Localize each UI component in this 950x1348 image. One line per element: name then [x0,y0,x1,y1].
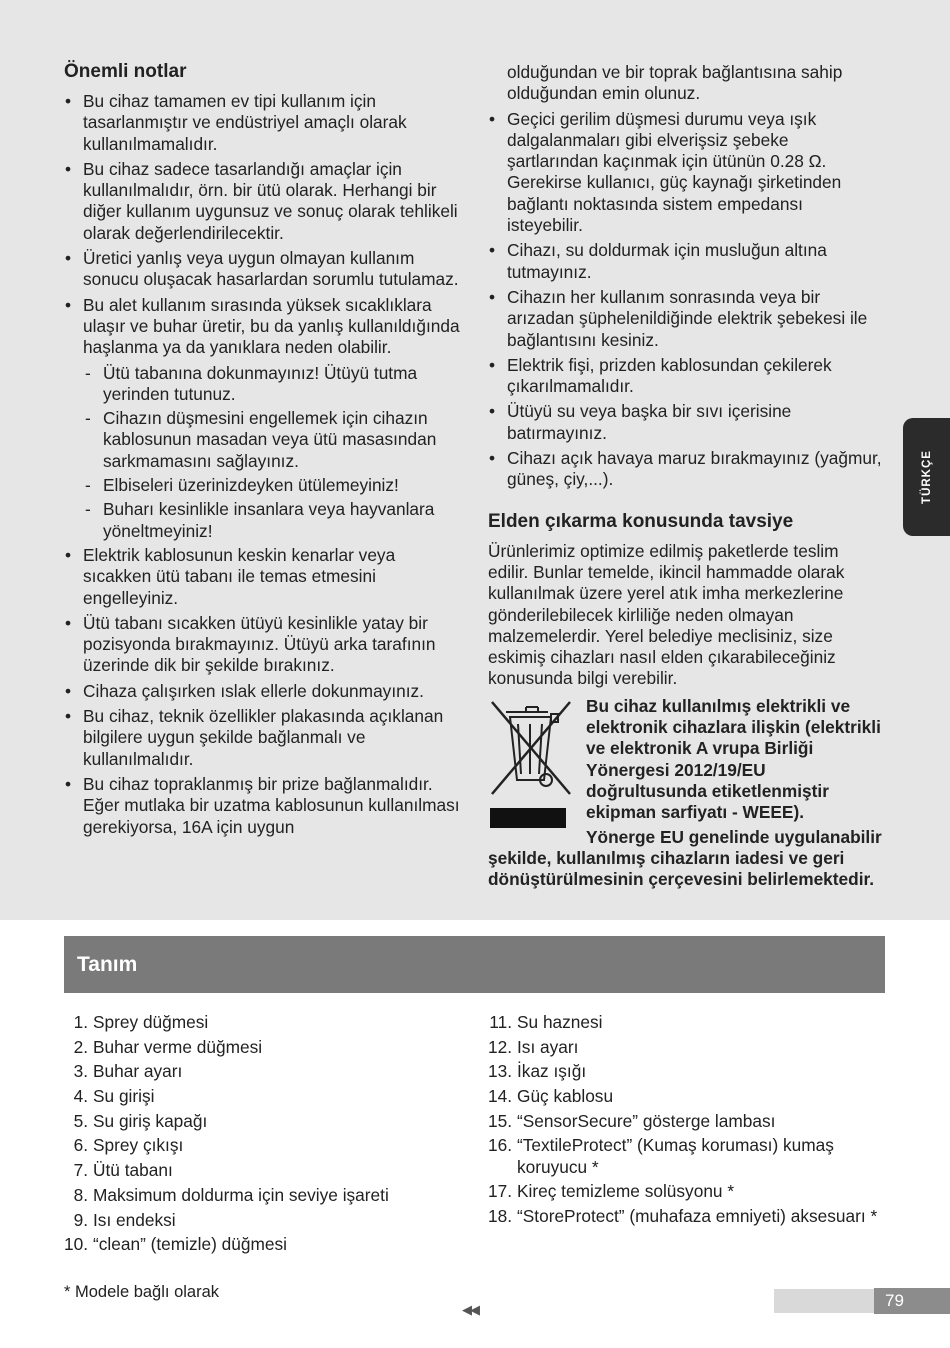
list-item: 18. “StoreProtect” (muhafaza emniyeti) aksesuarı * [487,1206,878,1227]
note-subitem: - Buharı kesinlikle insanlara veya hayvanlara yöneltmeyiniz! [64,499,464,542]
list-item: 5. Su giriş kapağı [73,1110,208,1131]
notes-left-column [64,60,464,842]
notes-list [64,91,464,359]
notes-sublist [64,363,464,542]
note-item: • Ütüyü su veya başka bir sıvı içerisine batırmayınız. [488,401,883,444]
notes-right-column [488,62,883,890]
note-item: • Geçici gerilim düşmesi durumu veya ışık dalgalanmaları gibi elverişsiz şebeke şartlarından kaçınmak için ütünün 0.28 Ω. Gerekirse kullanıcı, güç kaynağı şirketinden bağlantı noktasında sistem empedansı isteyebilir. [488,109,883,237]
note-continuation: olduğundan ve bir toprak bağlantısına sahip olduğundan emin olunuz. [507,62,843,104]
note-subitem: - Cihazın düşmesini engellemek için cihazın kablosunun masadan veya ütü masasından sarkmamasını sağlayınız. [64,408,464,472]
list-item: 17. Kireç temizleme solüsyonu * [487,1181,735,1202]
list-item: 7. Ütü tabanı [73,1160,173,1181]
page-number: 79 [874,1288,950,1314]
notes-list-right [488,109,883,491]
note-item: • Cihazın her kullanım sonrasında veya bir arızadan şüphelenildiğinde elektrik şebekesi ile bağlantısını kesiniz. [488,287,883,351]
weee-notice [488,696,883,891]
note-item: • Elektrik kablosunun keskin kenarlar veya sıcakken ütü tabanı ile temas etmesini engelleyiniz. [64,545,464,609]
note-subitem: - Ütü tabanına dokunmayınız! Ütüyü tutma yerinden tutunuz. [64,363,464,406]
list-item: 11. Su haznesi [489,1012,603,1032]
back-arrows-icon[interactable]: ◀◀ [462,1302,478,1317]
note-item: • Cihazı, su doldurmak için musluğun altına tutmayınız. [488,240,883,283]
note-item: • Ütü tabanı sıcakken ütüyü kesinlikle yatay bir pozisyonda bırakmayınız. Ütüyü arka tarafının üzerinde dik bir şekilde bırakınız. [64,613,464,677]
weee-text-2: Yönerge EU genelinde uygulanabilir şekilde, kullanılmış cihazların iadesi ve geri dönüştürülmesinin çerçevesini belirlemektedir. [488,826,882,890]
footnote: * Modele bağlı olarak [64,1283,220,1301]
parts-list-right [488,1012,888,1231]
list-item: 16. “TextileProtect” (Kumaş koruması) kumaş koruyucu * [487,1135,834,1177]
note-item: • Cihaza çalışırken ıslak ellerle dokunmayınız. [64,681,464,702]
list-item: 1. Sprey düğmesi [73,1012,209,1032]
disposal-heading: Elden çıkarma konusunda tavsiye [488,510,794,532]
crossed-out-wheelie-bin-icon [488,698,574,832]
list-item: 2. Buhar verme düğmesi [73,1036,263,1057]
language-tab [903,418,950,536]
note-item: • Üretici yanlış veya uygun olmayan kullanım sonucu oluşacak hasarlardan sorumlu tutulamaz. [64,248,464,291]
list-item: 4. Su girişi [73,1086,155,1107]
note-item: • Bu cihaz topraklanmış bir prize bağlanmalıdır. Eğer mutlaka bir uzatma kablosunun kullanılması gerekiyorsa, 16A için uygun [64,774,464,838]
note-item: • Elektrik fişi, prizden kablosundan çekilerek çıkarılmamalıdır. [488,355,883,398]
note-item: • Bu cihaz, teknik özellikler plakasında açıklanan bilgilere uygun şekilde bağlanmalı ve kullanılmalıdır. [64,706,464,770]
list-item: 6. Sprey çıkışı [73,1135,184,1156]
notes-heading: Önemli notlar [64,61,187,82]
language-tab-label: TÜRKÇE [920,450,933,504]
note-subitem: - Elbiseleri üzerinizdeyken ütülemeyiniz! [64,475,464,496]
note-item: • Bu cihaz sadece tasarlandığı amaçlar için kullanılmalıdır, örn. bir ütü olarak. Herhangi bir diğer kullanım uygunsuz ve sonuç olarak tehlikeli olarak değerlendirilecektir. [64,159,464,244]
list-item: 12. Isı ayarı [487,1036,579,1057]
note-item: • Bu alet kullanım sırasında yüksek sıcaklıklara ulaşır ve buhar üretir, bu da yanlış kullanıldığında haşlanma ya da yanıklara neden olabilir. [64,295,464,359]
weee-text: Bu cihaz kullanılmış elektrikli ve elektronik cihazlara ilişkin (elektrikli ve elektronik A vrupa Birliği Yönergesi 2012/19/EU doğrultusunda etiketlenmiştir ekipman sarfiyatı - WEEE). [586,695,881,823]
note-item: • Cihazı açık havaya maruz bırakmayınız (yağmur, güneş, çiy,...). [488,448,883,491]
list-item: 13. İkaz ışığı [487,1061,587,1082]
list-item: 10. “clean” (temizle) düğmesi [63,1234,287,1255]
list-item: 8. Maksimum doldurma için seviye işareti [73,1184,389,1205]
list-item: 9. Isı endeksi [73,1209,176,1230]
list-item: 3. Buhar ayarı [73,1061,183,1082]
note-item: • Bu cihaz tamamen ev tipi kullanım için tasarlanmıştır ve endüstriyel amaçlı olarak kullanılmamalıdır. [64,91,464,155]
disposal-text: Ürünlerimiz optimize edilmiş paketlerde teslim edilir. Bunlar temelde, ikincil hammadde olarak kullanılmak üzere yerel atık imha merkezlerine gönderilebilecek kirliliğe neden olmayan malzemelerdir. Yerel belediye meclisiniz, size eskimiş cihazları nasıl elden çıkarabileceğiniz konusunda bilgi verebilir. [488,540,845,689]
list-item: 14. Güç kablosu [487,1086,614,1107]
list-item: 15. “SensorSecure” gösterge lambası [487,1110,776,1131]
tanim-heading: Tanım [64,936,885,993]
notes-list-continued [64,545,464,838]
parts-list-left [64,1012,464,1259]
